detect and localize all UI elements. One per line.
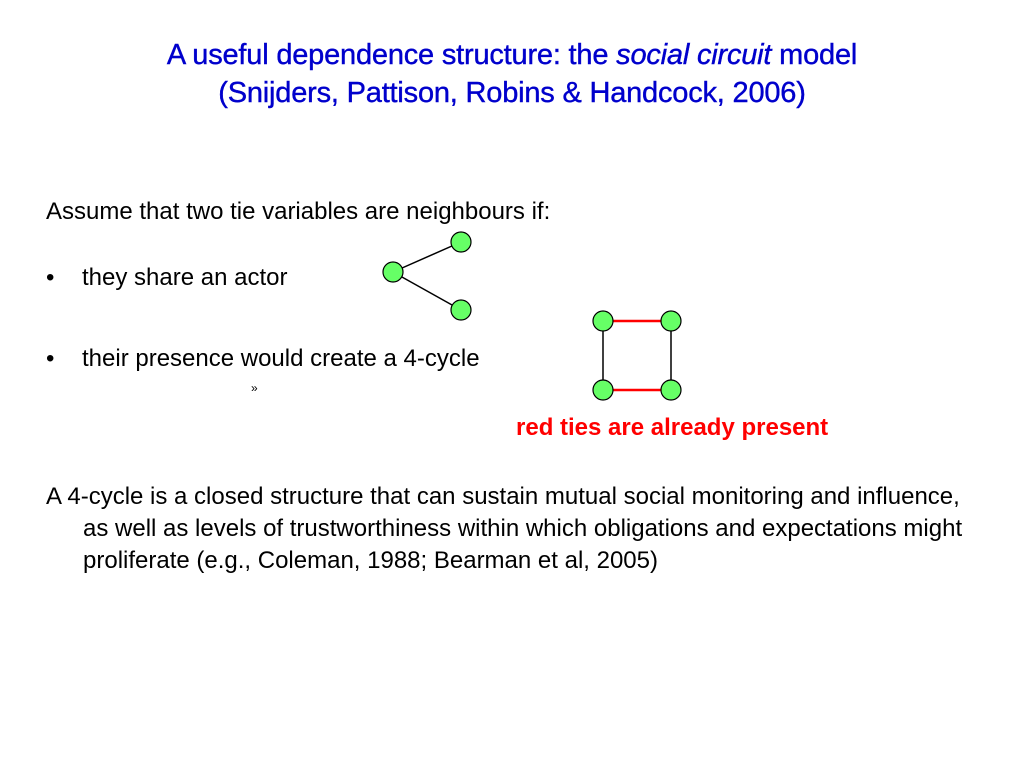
bullet-shared-actor: they share an actor — [82, 264, 288, 291]
shared-actor-tie-upper — [393, 242, 461, 272]
title-text-end: model — [771, 39, 858, 71]
cycle-node-bottom-left — [593, 380, 613, 400]
sub-bullet-marker: » — [251, 381, 258, 395]
title-line-1 — [0, 36, 1024, 74]
shared-actor-tie-lower — [393, 272, 461, 310]
four-cycle-diagram — [593, 311, 681, 400]
bullet-four-cycle: their presence would create a 4-cycle — [82, 345, 480, 372]
intro-text: Assume that two tie variables are neighbours if: — [46, 198, 551, 225]
four-cycle-paragraph: A 4-cycle is a closed structure that can sustain mutual social monitoring and influence, as well as levels of trustworthiness within which obligations and expectations might proliferate (e.g., Coleman, 1988; Bearman et al, 2005) — [46, 483, 963, 574]
bullet-marker-2: • — [46, 345, 55, 372]
shared-actor-diagram — [383, 232, 471, 320]
red-ties-note: red ties are already present — [516, 414, 829, 441]
bullet-marker-1: • — [46, 264, 55, 291]
cycle-node-bottom-right — [661, 380, 681, 400]
lower-actor-node — [451, 300, 471, 320]
cycle-node-top-right — [661, 311, 681, 331]
title-text-start: A useful dependence structure: the — [166, 39, 617, 71]
upper-actor-node — [451, 232, 471, 252]
slide-title — [0, 36, 1024, 112]
shared-actor-node — [383, 262, 403, 282]
cycle-node-top-left — [593, 311, 613, 331]
title-line-2: (Snijders, Pattison, Robins & Handcock, 2006) — [218, 77, 806, 109]
title-emphasis: social circuit — [616, 39, 772, 71]
